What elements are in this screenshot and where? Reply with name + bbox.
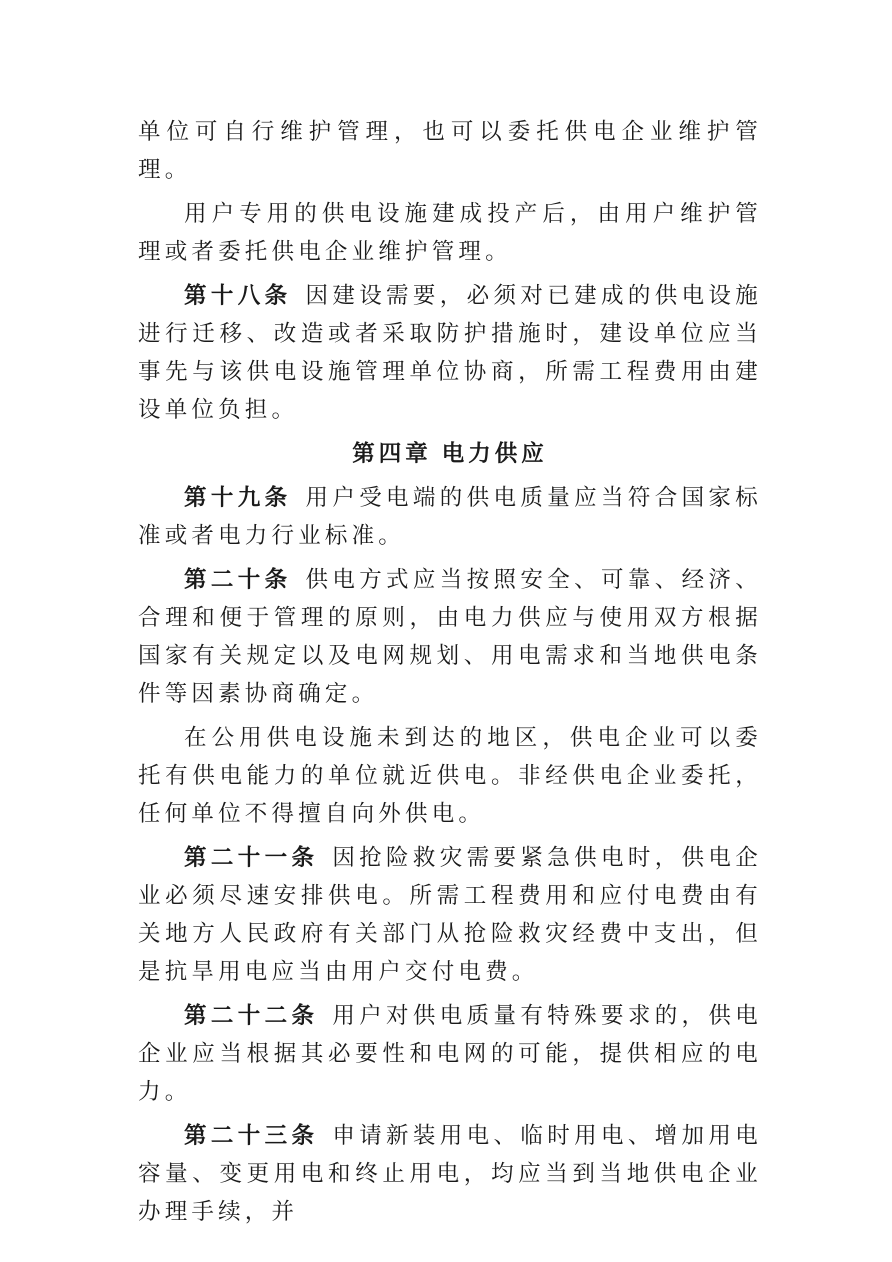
document-page (138, 113, 762, 1237)
chapter-number: 第四章 (352, 441, 432, 467)
article-text: 用户对供电质量有特殊要求的，供电企业应当根据其必要性和电网的可能，提供相应的电力。 (138, 1003, 762, 1105)
article-text: 因建设需要，必须对已建成的供电设施进行迁移、改造或者采取防护措施时，建设单位应当事先与该供电设施管理单位协商，所需工程费用由建设单位负担。 (138, 283, 762, 423)
article-text: 申请新装用电、临时用电、增加用电容量、变更用电和终止用电，均应当到当地供电企业办理手续，并 (138, 1123, 762, 1225)
article-number: 第二十二条 (184, 1003, 319, 1029)
article-number: 第二十三条 (184, 1123, 319, 1149)
article-text: 因抢险救灾需要紧急供电时，供电企业必须尽速安排供电。所需工程费用和应付电费由有关地方人民政府有关部门从抢险救灾经费中支出，但是抗旱用电应当由用户交付电费。 (138, 845, 762, 985)
chapter-heading (138, 435, 762, 473)
paragraph (138, 195, 762, 271)
article-number: 第二十条 (184, 567, 292, 593)
article-number: 第二十一条 (184, 845, 319, 871)
article-text: 用户受电端的供电质量应当符合国家标准或者电力行业标准。 (138, 485, 762, 549)
chapter-title: 电力供应 (441, 441, 548, 467)
paragraph-text: 单位可自行维护管理，也可以委托供电企业维护管理。 (138, 119, 762, 183)
article-number: 第十九条 (184, 485, 292, 511)
article-20 (138, 561, 762, 713)
article-19 (138, 479, 762, 555)
paragraph-text: 用户专用的供电设施建成投产后，由用户维护管理或者委托供电企业维护管理。 (138, 201, 762, 265)
article-text: 供电方式应当按照安全、可靠、经济、合理和便于管理的原则，由电力供应与使用双方根据国家有关规定以及电网规划、用电需求和当地供电条件等因素协商确定。 (138, 567, 762, 707)
article-number: 第十八条 (184, 283, 292, 309)
article-22 (138, 997, 762, 1111)
paragraph (138, 113, 762, 189)
paragraph (138, 719, 762, 833)
article-21 (138, 839, 762, 991)
article-23 (138, 1117, 762, 1231)
article-18 (138, 277, 762, 429)
paragraph-text: 在公用供电设施未到达的地区，供电企业可以委托有供电能力的单位就近供电。非经供电企业委托，任何单位不得擅自向外供电。 (138, 725, 762, 827)
